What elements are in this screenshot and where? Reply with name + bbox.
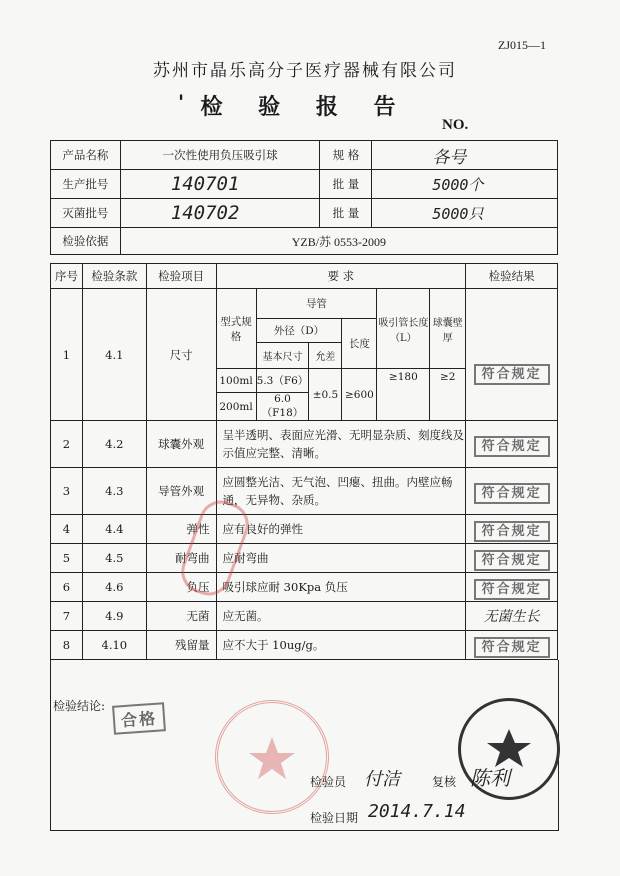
conclusion-stamp: 合格: [112, 702, 166, 735]
row6-result-stamp: 符合规定: [474, 579, 550, 600]
row7-item: 无菌: [146, 602, 216, 631]
spec-value: 各号: [372, 141, 558, 170]
inspection-date: 2014.7.14: [368, 801, 466, 822]
steril-label: 灭菌批号: [51, 199, 121, 228]
header-clause: 检验条款: [82, 264, 146, 289]
row2-requirement: 呈半透明、表面应光滑、无明显杂质、刻度线及示值应完整、清晰。: [216, 421, 466, 468]
row5-requirement: 应耐弯曲: [216, 544, 466, 573]
tick-mark: ': [178, 90, 185, 114]
type-spec-label: 型式规格: [216, 289, 256, 369]
tolerance-value: ±0.5: [309, 369, 342, 421]
row8-seq: 8: [51, 631, 83, 660]
header-seq: 序号: [51, 264, 83, 289]
tolerance-label: 允差: [309, 343, 342, 369]
qty-value: 5000个: [372, 170, 558, 199]
wall-thickness-label: 球囊壁厚: [430, 289, 466, 369]
row4-clause: 4.4: [82, 515, 146, 544]
reviewer-label: 复核: [432, 775, 457, 789]
inspector-label: 检验员: [310, 775, 347, 789]
row3-clause: 4.3: [82, 468, 146, 515]
row1-seq: 1: [51, 289, 83, 421]
red-seal-star-icon: [218, 703, 326, 811]
row5-seq: 5: [51, 544, 83, 573]
basis-value: YZB/苏 0553-2009: [120, 228, 557, 255]
date-label: 检验日期: [310, 811, 359, 825]
row5-clause: 4.5: [82, 544, 146, 573]
row4-requirement: 应有良好的弹性: [216, 515, 466, 544]
document-code: ZJ015—1: [498, 38, 546, 52]
steril-value: 140702: [120, 199, 320, 228]
inspection-table: [50, 263, 558, 660]
size-200ml: 200ml: [216, 393, 256, 421]
row5-result-stamp: 符合规定: [474, 550, 550, 571]
row8-clause: 4.10: [82, 631, 146, 660]
header-result: 检验结果: [466, 264, 558, 289]
spec-label: 规 格: [320, 141, 372, 170]
row6-requirement: 吸引球应耐 30Kpa 负压: [216, 573, 466, 602]
row3-seq: 3: [51, 468, 83, 515]
company-name: 苏州市晶乐高分子医疗器械有限公司: [153, 61, 457, 81]
row4-result-cell: [466, 515, 558, 544]
size-100ml-od: 5.3（F6）: [256, 369, 309, 393]
row5-item: 耐弯曲: [146, 544, 216, 573]
reviewer-signature: 陈利: [470, 766, 510, 790]
row7-seq: 7: [51, 602, 83, 631]
row7-clause: 4.9: [82, 602, 146, 631]
batch-label: 生产批号: [51, 170, 121, 199]
info-table: [50, 140, 558, 255]
basic-size-label: 基本尺寸: [256, 343, 309, 369]
header-requirement: 要 求: [216, 264, 466, 289]
suction-length-value: ≥180: [377, 369, 430, 421]
od-label: 外径（D）: [256, 319, 342, 343]
size-100ml: 100ml: [216, 369, 256, 393]
row2-item: 球囊外观: [146, 421, 216, 468]
row1-item: 尺寸: [146, 289, 216, 421]
row7-requirement: 应无菌。: [216, 602, 466, 631]
qty2-value: 5000只: [372, 199, 558, 228]
report-title: 检 验 报 告: [200, 94, 410, 120]
report-number-label: NO.: [442, 117, 469, 133]
row1-result-stamp: 符合规定: [474, 364, 550, 385]
row1-clause: 4.1: [82, 289, 146, 421]
row3-result-stamp: 符合规定: [474, 483, 550, 504]
suction-length-label: 吸引管长度（L）: [377, 289, 430, 369]
product-name: 一次性使用负压吸引球: [120, 141, 320, 170]
product-name-label: 产品名称: [51, 141, 121, 170]
row2-result-stamp: 符合规定: [474, 436, 550, 457]
batch-value: 140701: [120, 170, 320, 199]
row8-item: 残留量: [146, 631, 216, 660]
header-item: 检验项目: [146, 264, 216, 289]
row3-requirement: 应圆整光洁、无气泡、凹瘪、扭曲。内壁应畅通，无异物、杂质。: [216, 468, 466, 515]
wall-thickness-value: ≥2: [430, 369, 466, 421]
row6-seq: 6: [51, 573, 83, 602]
length-label: 长度: [342, 319, 377, 369]
row5-result-cell: [466, 544, 558, 573]
row2-clause: 4.2: [82, 421, 146, 468]
qty-label: 批 量: [320, 170, 372, 199]
qty2-label: 批 量: [320, 199, 372, 228]
size-200ml-od: 6.0（F18）: [256, 393, 309, 421]
row2-seq: 2: [51, 421, 83, 468]
row6-clause: 4.6: [82, 573, 146, 602]
length-value: ≥600: [342, 369, 377, 421]
row6-result-cell: [466, 573, 558, 602]
row3-result-cell: [466, 468, 558, 515]
row6-item: 负压: [146, 573, 216, 602]
catheter-label: 导管: [256, 289, 377, 319]
red-inspection-seal: [215, 700, 329, 814]
row4-item: 弹性: [146, 515, 216, 544]
inspector-signature: 付洁: [364, 769, 400, 790]
row4-result-stamp: 符合规定: [474, 521, 550, 542]
conclusion-label: 检验结论:: [53, 699, 106, 713]
row7-result: 无菌生长: [466, 602, 558, 631]
row2-result-cell: [466, 421, 558, 468]
row4-seq: 4: [51, 515, 83, 544]
row3-item: 导管外观: [146, 468, 216, 515]
row8-result-cell: [466, 631, 558, 660]
row8-result-stamp: 符合规定: [474, 637, 550, 658]
basis-label: 检验依据: [51, 228, 121, 255]
row8-requirement: 应不大于 10ug/g。: [216, 631, 466, 660]
row1-result-cell: [466, 289, 558, 421]
